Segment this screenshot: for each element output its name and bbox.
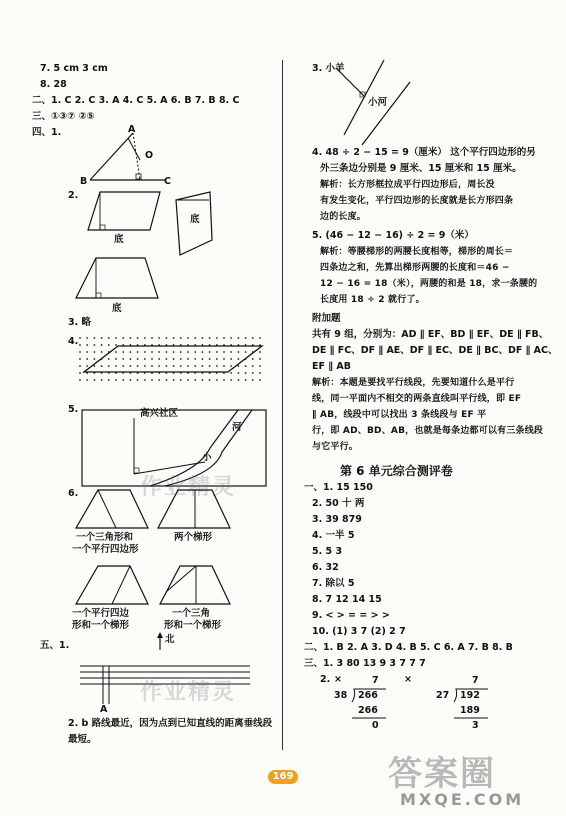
place-label: 高兴社区 xyxy=(140,408,179,419)
figure-caption: 形和一个梯形 xyxy=(164,620,222,631)
section-heading: 附加题 xyxy=(312,313,341,324)
question-number: 2. xyxy=(68,190,79,201)
answer-line: 三、①③⑦ ②⑤ xyxy=(32,111,95,122)
base-label: 底 xyxy=(114,234,124,245)
wrong-mark: × xyxy=(404,674,412,685)
watermark: 作业精灵 xyxy=(140,679,237,705)
answer-line: 4. 48 ÷ 2 − 15 = 9（厘米） 这个平行四边形的另 xyxy=(312,147,536,158)
answer-line: 外三条边分别是 9 厘米、15 厘米和 15 厘米。 xyxy=(320,163,522,174)
figure-caption: 一个平行四边 xyxy=(72,608,130,619)
figure-caption: 形和一个梯形 xyxy=(72,620,130,631)
answer-line: 3. 39 879 xyxy=(312,514,362,525)
answer-line: 最短。 xyxy=(68,734,97,745)
answer-line: 一、1. 15 150 xyxy=(304,482,373,493)
explanation-line: 行，即 AD、BD、AB，也就是每条边都可以有三条线段 xyxy=(312,426,544,436)
question-number: 6. xyxy=(68,488,79,499)
answer-line: 8. 28 xyxy=(40,79,67,90)
question-number: 5. xyxy=(68,404,79,415)
explanation-line: 长度用 18 ÷ 2 就行了。 xyxy=(320,295,425,305)
base-label: 底 xyxy=(190,214,200,225)
point-label: A xyxy=(128,124,136,135)
answer-line: 2. b 路线最近，因为点到已知直线的距离垂线段 xyxy=(68,718,273,729)
page-number: 169 xyxy=(268,770,298,784)
dividend: 266 xyxy=(358,690,378,701)
answer-line: 7. 除以 5 xyxy=(312,578,355,589)
quotient: 7 xyxy=(472,675,479,686)
dividend: 192 xyxy=(460,690,480,701)
river-label: 小河 xyxy=(368,97,388,108)
answer-line: 二、1. B 2. A 3. D 4. B 5. C 6. A 7. B 8. B xyxy=(304,642,513,653)
answer-line: 共有 9 组，分别为：AD ∥ EF、BD ∥ EF、DE ∥ FB、 xyxy=(312,329,549,340)
wrong-mark: × xyxy=(334,674,342,685)
point-label: O xyxy=(145,150,154,161)
answer-line: 3. 略 xyxy=(68,317,92,328)
remainder: 0 xyxy=(372,720,379,731)
small-label: 小 xyxy=(202,452,212,463)
product: 266 xyxy=(358,705,378,716)
quotient: 7 xyxy=(372,675,379,686)
site-logo: 答案圈 xyxy=(388,754,496,794)
divisor: 27 xyxy=(436,690,450,701)
answer-line: 8. 7 12 14 15 xyxy=(312,594,382,605)
answer-line: 7. 5 cm 3 cm xyxy=(40,63,108,74)
river-label: 河 xyxy=(232,422,242,433)
explanation-line: ∥ AB，线段中可以找出 3 条线段与 EF 平 xyxy=(312,410,487,420)
answer-line: 二、1. C 2. C 3. A 4. C 5. A 6. B 7. B 8. C xyxy=(32,95,240,106)
question-number: 4. xyxy=(68,336,79,347)
explanation-line: 解析：等腰梯形的两腰长度相等，梯形的周长＝ xyxy=(320,247,514,257)
explanation-line: 四条边之和，先算出梯形两腰的长度和＝46 − xyxy=(320,263,510,273)
figure-caption: 一个平行四边形 xyxy=(72,544,139,555)
explanation-line: 线，同一平面内不相交的两条直线叫平行线，即 EF xyxy=(312,394,522,404)
answer-line: 6. 32 xyxy=(312,562,339,573)
answer-line: 2. 50 十 两 xyxy=(312,498,365,509)
answer-line: EF ∥ AB xyxy=(312,361,351,372)
answer-line: 五、1. xyxy=(40,640,70,651)
question-number: 2. xyxy=(320,674,331,685)
answer-line: 四、1. xyxy=(32,127,62,138)
point-label: A xyxy=(100,704,108,715)
figure-caption: 一个三角形和 xyxy=(76,532,134,543)
remainder: 3 xyxy=(472,720,479,731)
answer-line: 5. (46 − 12 − 16) ÷ 2 = 9（米） xyxy=(312,230,474,241)
explanation-line: 与它平行。 xyxy=(312,442,359,452)
north-label: 北 xyxy=(165,634,175,645)
site-url: MXQE.COM xyxy=(400,790,525,809)
watermark: 作业精灵 xyxy=(140,474,237,500)
answer-line: 三、1. 3 80 13 9 3 7 7 7 xyxy=(304,658,426,669)
answer-line: 5. 5 3 xyxy=(312,546,343,557)
product: 189 xyxy=(460,705,480,716)
divisor: 38 xyxy=(334,690,348,701)
point-label: B xyxy=(80,176,88,187)
explanation-line: 解析：长方形框拉成平行四边形后，周长没 xyxy=(320,180,495,190)
answer-line: DE ∥ FC、DF ∥ AE、DF ∥ EC、DE ∥ BC、DF ∥ AC、 xyxy=(312,345,558,356)
explanation-line: 解析：本题是要找平行线段，先要知道什么是平行 xyxy=(312,378,515,388)
answer-line: 4. 一半 5 xyxy=(312,530,355,541)
figure-caption: 两个梯形 xyxy=(174,532,213,543)
base-label: 底 xyxy=(112,303,122,314)
answer-line: 9. < > = = > > xyxy=(312,610,390,621)
explanation-line: 有发生变化，平行四边形的长度就是长方形四条 xyxy=(320,196,514,206)
answer-line: 10. (1) 3 7 (2) 2 7 xyxy=(312,626,406,637)
answer-line: 3. 小羊 xyxy=(312,63,345,74)
explanation-line: 边的长度。 xyxy=(320,212,367,222)
point-label: C xyxy=(164,176,171,187)
figure-caption: 一个三角 xyxy=(172,608,211,619)
explanation-line: 12 − 16 = 18（米），两腰的和是 18，求一条腰的 xyxy=(320,279,538,289)
unit-title: 第 6 单元综合测评卷 xyxy=(340,464,453,478)
